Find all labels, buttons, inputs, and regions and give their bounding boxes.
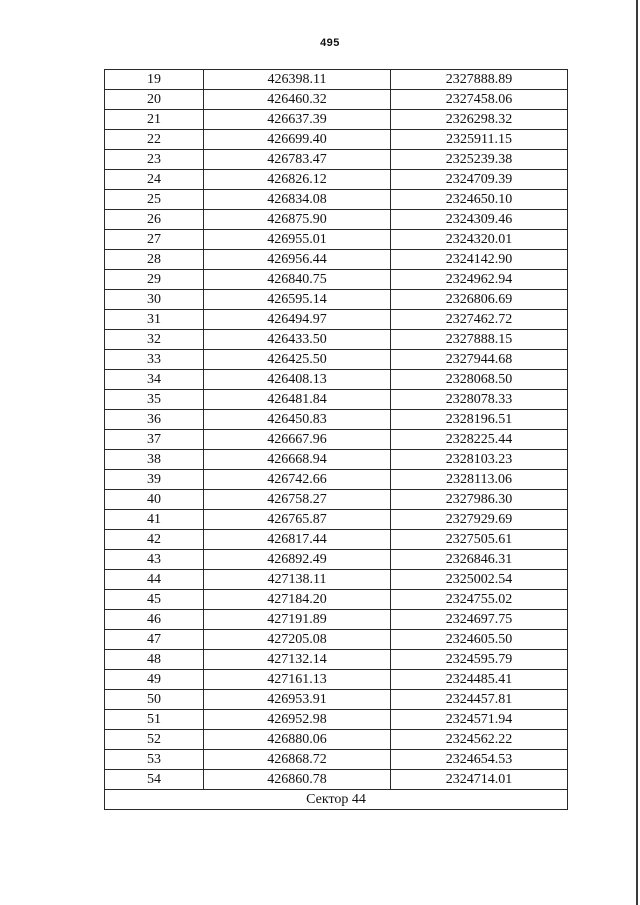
y-coordinate-cell: 2324571.94 — [391, 710, 568, 730]
y-coordinate-cell: 2324650.10 — [391, 190, 568, 210]
x-coordinate-cell: 426699.40 — [204, 130, 391, 150]
point-number-cell: 23 — [105, 150, 204, 170]
x-coordinate-cell: 426880.06 — [204, 730, 391, 750]
y-coordinate-cell: 2328225.44 — [391, 430, 568, 450]
point-number-cell: 33 — [105, 350, 204, 370]
point-number-cell: 27 — [105, 230, 204, 250]
table-row — [105, 330, 568, 350]
x-coordinate-cell: 426595.14 — [204, 290, 391, 310]
table-row — [105, 530, 568, 550]
point-number-cell: 41 — [105, 510, 204, 530]
y-coordinate-cell: 2324654.53 — [391, 750, 568, 770]
point-number-cell: 19 — [105, 70, 204, 90]
table-row — [105, 690, 568, 710]
table-row — [105, 130, 568, 150]
point-number-cell: 43 — [105, 550, 204, 570]
point-number-cell: 22 — [105, 130, 204, 150]
y-coordinate-cell: 2328068.50 — [391, 370, 568, 390]
page-number: 495 — [320, 37, 340, 49]
x-coordinate-cell: 426817.44 — [204, 530, 391, 550]
point-number-cell: 48 — [105, 650, 204, 670]
y-coordinate-cell: 2326298.32 — [391, 110, 568, 130]
x-coordinate-cell: 426953.91 — [204, 690, 391, 710]
y-coordinate-cell: 2328103.23 — [391, 450, 568, 470]
x-coordinate-cell: 426742.66 — [204, 470, 391, 490]
y-coordinate-cell: 2328196.51 — [391, 410, 568, 430]
table-row — [105, 550, 568, 570]
point-number-cell: 44 — [105, 570, 204, 590]
y-coordinate-cell: 2325911.15 — [391, 130, 568, 150]
table-row — [105, 630, 568, 650]
y-coordinate-cell: 2327888.89 — [391, 70, 568, 90]
x-coordinate-cell: 426398.11 — [204, 70, 391, 90]
point-number-cell: 42 — [105, 530, 204, 550]
table-row — [105, 670, 568, 690]
page-edge-line — [636, 0, 638, 905]
table-row — [105, 110, 568, 130]
x-coordinate-cell: 427205.08 — [204, 630, 391, 650]
y-coordinate-cell: 2327462.72 — [391, 310, 568, 330]
x-coordinate-cell: 426840.75 — [204, 270, 391, 290]
point-number-cell: 47 — [105, 630, 204, 650]
x-coordinate-cell: 427184.20 — [204, 590, 391, 610]
x-coordinate-cell: 426460.32 — [204, 90, 391, 110]
x-coordinate-cell: 426494.97 — [204, 310, 391, 330]
x-coordinate-cell: 426868.72 — [204, 750, 391, 770]
point-number-cell: 32 — [105, 330, 204, 350]
table-row — [105, 70, 568, 90]
table-row — [105, 650, 568, 670]
y-coordinate-cell: 2324714.01 — [391, 770, 568, 790]
table-row — [105, 710, 568, 730]
x-coordinate-cell: 426955.01 — [204, 230, 391, 250]
table-row — [105, 390, 568, 410]
table-row — [105, 570, 568, 590]
y-coordinate-cell: 2324595.79 — [391, 650, 568, 670]
x-coordinate-cell: 426758.27 — [204, 490, 391, 510]
table-row — [105, 90, 568, 110]
y-coordinate-cell: 2326806.69 — [391, 290, 568, 310]
table-row — [105, 230, 568, 250]
y-coordinate-cell: 2324320.01 — [391, 230, 568, 250]
coordinates-table-body — [105, 70, 568, 810]
sector-row — [105, 790, 568, 810]
table-row — [105, 770, 568, 790]
x-coordinate-cell: 426826.12 — [204, 170, 391, 190]
table-row — [105, 210, 568, 230]
point-number-cell: 21 — [105, 110, 204, 130]
table-row — [105, 450, 568, 470]
y-coordinate-cell: 2328078.33 — [391, 390, 568, 410]
table-row — [105, 250, 568, 270]
point-number-cell: 28 — [105, 250, 204, 270]
point-number-cell: 50 — [105, 690, 204, 710]
point-number-cell: 25 — [105, 190, 204, 210]
x-coordinate-cell: 426952.98 — [204, 710, 391, 730]
y-coordinate-cell: 2325239.38 — [391, 150, 568, 170]
y-coordinate-cell: 2327505.61 — [391, 530, 568, 550]
y-coordinate-cell: 2324697.75 — [391, 610, 568, 630]
x-coordinate-cell: 427138.11 — [204, 570, 391, 590]
y-coordinate-cell: 2328113.06 — [391, 470, 568, 490]
y-coordinate-cell: 2324142.90 — [391, 250, 568, 270]
point-number-cell: 20 — [105, 90, 204, 110]
y-coordinate-cell: 2326846.31 — [391, 550, 568, 570]
x-coordinate-cell: 427132.14 — [204, 650, 391, 670]
y-coordinate-cell: 2324962.94 — [391, 270, 568, 290]
x-coordinate-cell: 427161.13 — [204, 670, 391, 690]
x-coordinate-cell: 426667.96 — [204, 430, 391, 450]
x-coordinate-cell: 427191.89 — [204, 610, 391, 630]
table-row — [105, 310, 568, 330]
y-coordinate-cell: 2324309.46 — [391, 210, 568, 230]
point-number-cell: 46 — [105, 610, 204, 630]
x-coordinate-cell: 426433.50 — [204, 330, 391, 350]
x-coordinate-cell: 426765.87 — [204, 510, 391, 530]
x-coordinate-cell: 426860.78 — [204, 770, 391, 790]
point-number-cell: 34 — [105, 370, 204, 390]
table-row — [105, 590, 568, 610]
table-row — [105, 430, 568, 450]
table-row — [105, 410, 568, 430]
point-number-cell: 38 — [105, 450, 204, 470]
x-coordinate-cell: 426834.08 — [204, 190, 391, 210]
table-row — [105, 150, 568, 170]
y-coordinate-cell: 2324709.39 — [391, 170, 568, 190]
point-number-cell: 37 — [105, 430, 204, 450]
y-coordinate-cell: 2324755.02 — [391, 590, 568, 610]
table-row — [105, 370, 568, 390]
point-number-cell: 53 — [105, 750, 204, 770]
y-coordinate-cell: 2327458.06 — [391, 90, 568, 110]
point-number-cell: 52 — [105, 730, 204, 750]
y-coordinate-cell: 2324562.22 — [391, 730, 568, 750]
point-number-cell: 49 — [105, 670, 204, 690]
x-coordinate-cell: 426668.94 — [204, 450, 391, 470]
point-number-cell: 26 — [105, 210, 204, 230]
point-number-cell: 39 — [105, 470, 204, 490]
table-row — [105, 190, 568, 210]
point-number-cell: 36 — [105, 410, 204, 430]
y-coordinate-cell: 2327929.69 — [391, 510, 568, 530]
table-row — [105, 750, 568, 770]
point-number-cell: 30 — [105, 290, 204, 310]
x-coordinate-cell: 426408.13 — [204, 370, 391, 390]
point-number-cell: 31 — [105, 310, 204, 330]
x-coordinate-cell: 426875.90 — [204, 210, 391, 230]
table-row — [105, 290, 568, 310]
y-coordinate-cell: 2324605.50 — [391, 630, 568, 650]
y-coordinate-cell: 2324485.41 — [391, 670, 568, 690]
point-number-cell: 40 — [105, 490, 204, 510]
point-number-cell: 45 — [105, 590, 204, 610]
sector-label: Сектор 44 — [105, 790, 568, 810]
table-row — [105, 270, 568, 290]
x-coordinate-cell: 426892.49 — [204, 550, 391, 570]
point-number-cell: 35 — [105, 390, 204, 410]
point-number-cell: 54 — [105, 770, 204, 790]
x-coordinate-cell: 426450.83 — [204, 410, 391, 430]
point-number-cell: 51 — [105, 710, 204, 730]
coordinates-table — [104, 69, 568, 810]
point-number-cell: 24 — [105, 170, 204, 190]
x-coordinate-cell: 426481.84 — [204, 390, 391, 410]
table-row — [105, 170, 568, 190]
x-coordinate-cell: 426425.50 — [204, 350, 391, 370]
x-coordinate-cell: 426783.47 — [204, 150, 391, 170]
x-coordinate-cell: 426637.39 — [204, 110, 391, 130]
table-row — [105, 490, 568, 510]
y-coordinate-cell: 2325002.54 — [391, 570, 568, 590]
y-coordinate-cell: 2327888.15 — [391, 330, 568, 350]
y-coordinate-cell: 2327986.30 — [391, 490, 568, 510]
x-coordinate-cell: 426956.44 — [204, 250, 391, 270]
point-number-cell: 29 — [105, 270, 204, 290]
table-row — [105, 470, 568, 490]
table-row — [105, 730, 568, 750]
table-row — [105, 350, 568, 370]
table-row — [105, 610, 568, 630]
y-coordinate-cell: 2327944.68 — [391, 350, 568, 370]
table-row — [105, 510, 568, 530]
y-coordinate-cell: 2324457.81 — [391, 690, 568, 710]
